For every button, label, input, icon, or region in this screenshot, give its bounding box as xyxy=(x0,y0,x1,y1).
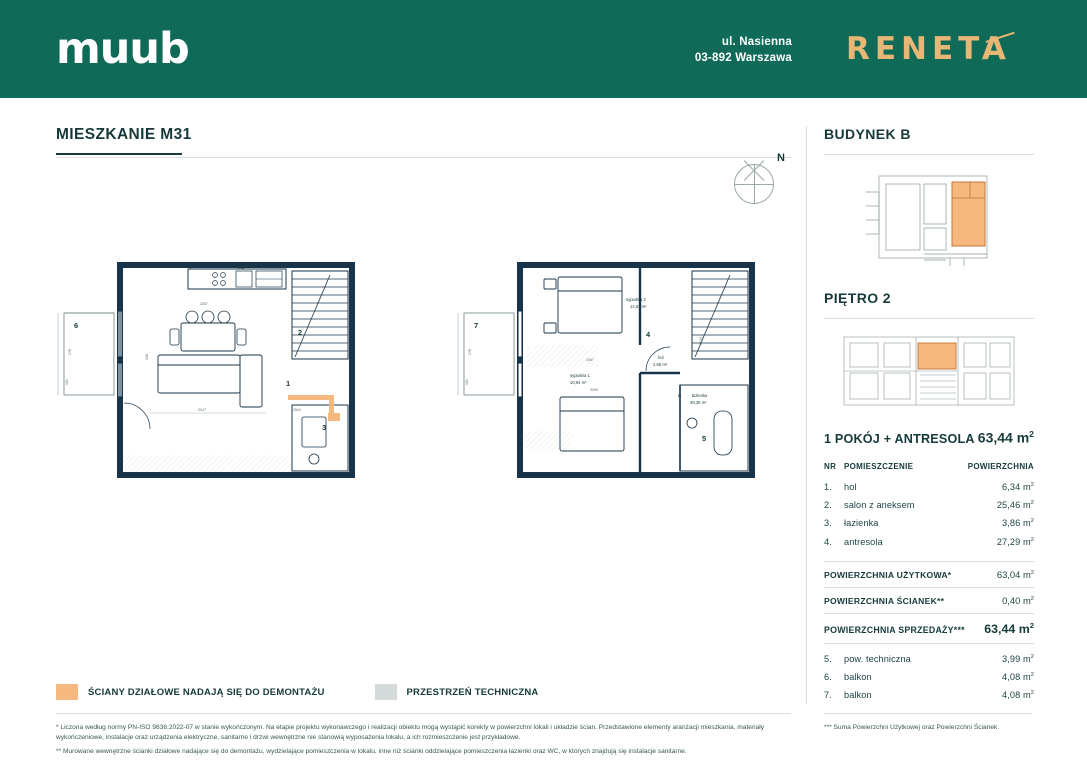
room-area: 27,29 $m^2$ xyxy=(996,536,1034,547)
vertical-divider xyxy=(806,126,807,704)
rooms-table-header xyxy=(824,458,1034,478)
total-walls-area-row xyxy=(824,588,1034,613)
table-row xyxy=(824,478,1034,496)
svg-text:2047: 2047 xyxy=(198,408,206,412)
compass-icon xyxy=(728,152,788,212)
legend xyxy=(56,684,538,700)
demolishable-wall-2 xyxy=(329,400,334,416)
floorplan-drawings xyxy=(40,245,800,505)
rooms-table xyxy=(824,458,1034,551)
floorplan-svg xyxy=(40,245,800,505)
info-panel xyxy=(824,126,1034,705)
address-line-2: 03-892 Warszawa xyxy=(694,52,792,64)
svg-text:2120: 2120 xyxy=(699,337,703,345)
svg-text:sypialnia 1: sypialnia 1 xyxy=(570,373,590,378)
legend-swatch-demolishable xyxy=(56,684,78,700)
totals-divider-bottom xyxy=(824,643,1034,644)
svg-text:łazienka: łazienka xyxy=(692,393,708,398)
page-header xyxy=(0,0,1087,98)
total-sale-area-row xyxy=(824,614,1034,643)
svg-text:2641: 2641 xyxy=(293,408,301,412)
total-label: POWIERZCHNIA UŻYTKOWA* xyxy=(824,569,952,580)
room-area: 25,46 $m^2$ xyxy=(996,500,1034,511)
room-name: antresola xyxy=(844,536,883,547)
total-label: POWIERZCHNIA ŚCIANEK** xyxy=(824,595,945,606)
building-key-map xyxy=(824,168,1034,268)
svg-text:39,35 m²: 39,35 m² xyxy=(690,400,707,405)
col-room: POMIESZCZENIE xyxy=(844,461,914,471)
table-row xyxy=(824,686,1034,704)
svg-text:2: 2 xyxy=(298,328,303,337)
svg-text:338: 338 xyxy=(145,354,149,360)
room-nr: 1. xyxy=(824,481,832,492)
svg-text:278: 278 xyxy=(68,349,72,355)
reneta-logo-text: RENETA xyxy=(846,31,1011,67)
apartment-type-area: 63,44 $m^2$ xyxy=(977,429,1034,446)
apartment-title-block xyxy=(56,126,192,155)
highlighted-unit xyxy=(952,182,985,246)
svg-text:3267: 3267 xyxy=(200,302,208,306)
svg-text:D.: D. xyxy=(678,393,683,398)
total-usable-area-row xyxy=(824,562,1034,587)
svg-text:278: 278 xyxy=(468,349,472,355)
table-row xyxy=(824,668,1034,686)
demolishable-wall-1 xyxy=(288,395,334,400)
room-area: 6,34 $m^2$ xyxy=(1002,481,1034,492)
level-2-plan xyxy=(458,265,752,475)
extra-nr: 6. xyxy=(824,672,832,683)
apartment-type-label: 1 POKÓJ + ANTRESOLA xyxy=(824,431,975,446)
floor-key-map xyxy=(824,331,1034,413)
building-title-divider xyxy=(824,154,1034,155)
footer-divider-right xyxy=(824,713,1032,714)
svg-text:L: L xyxy=(190,265,193,270)
extra-area: 4,08 $m^2$ xyxy=(1002,690,1034,701)
legend-label-technical: PRZESTRZEŃ TECHNICZNA xyxy=(406,686,539,698)
table-row xyxy=(824,650,1034,668)
table-row xyxy=(824,532,1034,550)
room-name: salon z aneksem xyxy=(844,500,915,511)
svg-text:sypialnia 2: sypialnia 2 xyxy=(626,297,646,302)
address-line-1: ul. Nasienna xyxy=(721,36,792,48)
header-divider-left xyxy=(56,157,791,158)
svg-text:1: 1 xyxy=(286,379,291,388)
extra-name: pow. techniczna xyxy=(844,653,911,664)
footnote-2: ** Murowane wewnętrzne ścianki działowe nadające się do demontażu, wydzielające pomieszczenia w lokalu, inne niż ścianki oddzielające pomieszczenia łazienki oraz WC, w których znajdują się instalacje sanitarne. xyxy=(56,748,687,756)
svg-text:5: 5 xyxy=(702,434,707,443)
col-area: POWIERZCHNIA xyxy=(967,461,1034,471)
title-underline xyxy=(56,153,182,155)
level-1-plan xyxy=(58,265,352,475)
room-nr: 4. xyxy=(824,536,832,547)
svg-text:6: 6 xyxy=(74,321,79,330)
svg-text:10,94 m²: 10,94 m² xyxy=(570,380,587,385)
apartment-type-row xyxy=(824,429,1034,446)
room-name: łazienka xyxy=(844,518,879,529)
footnote-3: *** Suma Powierzchni Użytkowej oraz Powierzchni Ścianek. xyxy=(824,724,1000,731)
svg-text:12,81 m²: 12,81 m² xyxy=(630,304,647,309)
svg-text:3367: 3367 xyxy=(586,358,594,362)
extra-nr: 7. xyxy=(824,690,832,701)
total-label: POWIERZCHNIA SPRZEDAŻY*** xyxy=(824,624,965,635)
extras-table xyxy=(824,650,1034,705)
room-nr: 2. xyxy=(824,500,832,511)
svg-text:151: 151 xyxy=(465,379,469,385)
muub-logo: muub xyxy=(56,24,189,74)
extra-name: balkon xyxy=(844,672,872,683)
total-value: 0,40 $m^2$ xyxy=(1002,594,1034,606)
reneta-logo xyxy=(846,32,1011,66)
svg-text:4: 4 xyxy=(646,330,651,339)
table-row xyxy=(824,514,1034,532)
room-nr: 3. xyxy=(824,518,832,529)
extra-area: 4,08 $m^2$ xyxy=(1002,672,1034,683)
svg-text:151: 151 xyxy=(65,379,69,385)
svg-text:7: 7 xyxy=(474,321,479,330)
footnotes-left xyxy=(56,723,786,762)
room-name: hol xyxy=(844,481,857,492)
legend-label-demolishable: ŚCIANY DZIAŁOWE NADAJĄ SIĘ DO DEMONTAŻU xyxy=(88,686,325,698)
svg-text:ZM: ZM xyxy=(238,265,245,270)
floor-title: PIĘTRO 2 xyxy=(824,290,891,306)
extra-nr: 5. xyxy=(824,653,832,664)
svg-text:2,66 m²: 2,66 m² xyxy=(653,362,668,367)
company-address xyxy=(672,34,792,66)
svg-text:hol: hol xyxy=(658,355,664,360)
total-value: 63,44 $m^2$ xyxy=(984,620,1034,636)
table-row xyxy=(824,496,1034,514)
highlighted-apartment xyxy=(918,343,956,369)
room-area: 3,86 $m^2$ xyxy=(1002,518,1034,529)
floor-title-divider xyxy=(824,318,1034,319)
legend-swatch-technical xyxy=(375,684,397,700)
col-nr: NR xyxy=(824,461,837,471)
extra-name: balkon xyxy=(844,690,872,701)
total-value: 63,04 $m^2$ xyxy=(996,568,1034,580)
page-title: MIESZKANIE M31 xyxy=(56,126,192,143)
svg-text:3: 3 xyxy=(322,423,327,432)
footnotes-right xyxy=(824,723,1039,733)
compass-north-label: N xyxy=(777,152,785,164)
footer-divider-left xyxy=(56,713,791,714)
extra-area: 3,99 $m^2$ xyxy=(1002,653,1034,664)
svg-text:3290: 3290 xyxy=(590,388,598,392)
footnote-1: * Liczona według normy PN-ISO 9836:2022-07 w stanie wykończonym. Na etapie projektu wykonawczego i realizacji obiektu mogą wystąpić korekty w powierzchni lokali i układzie ścian. Przedstawione elementy aranżacji mieszkania, materiały wykończeniowe, instalacje oraz urządzenia elektryczne, sanitarne i drzwi wewnętrzne nie stanowią wyposażenia lokalu, a ich rozmieszczenie jest przykładowe. xyxy=(56,724,765,741)
building-title: BUDYNEK B xyxy=(824,126,911,142)
